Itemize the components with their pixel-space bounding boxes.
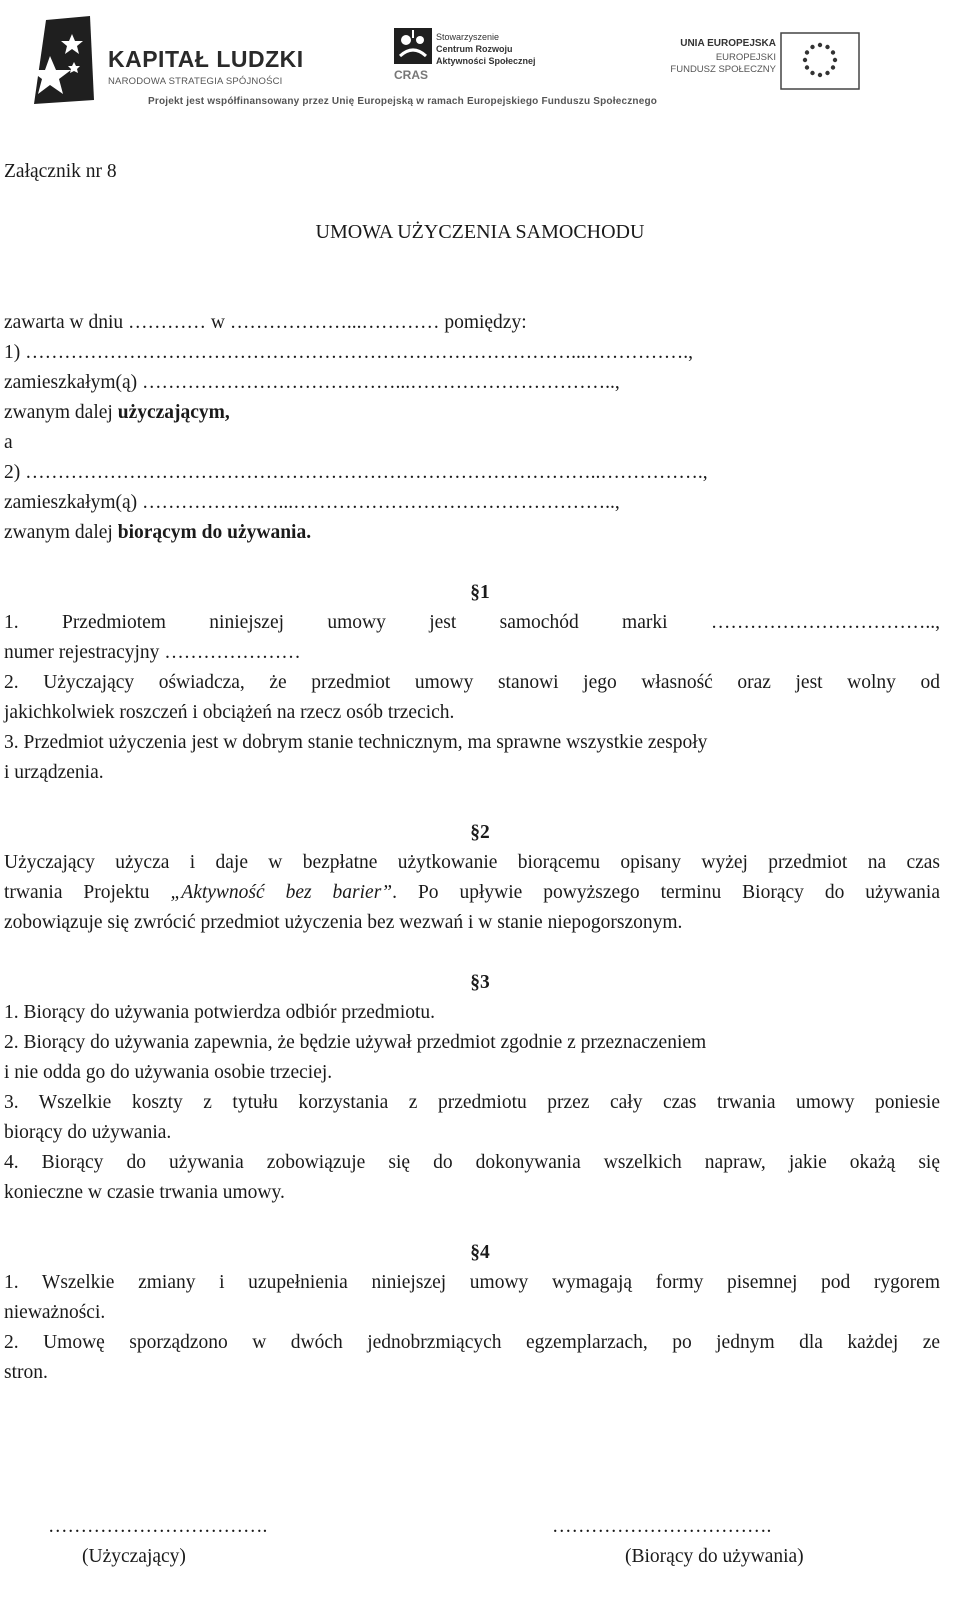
- section-3-item-2b: i nie odda go do używania osobie trzeciej.: [4, 1062, 333, 1083]
- eu-flag-icon: [780, 32, 860, 90]
- party-1-role: [4, 401, 230, 425]
- cras-emblem-icon: [394, 28, 434, 66]
- document-title: UMOWA UŻYCZENIA SAMOCHODU: [315, 221, 645, 243]
- signature-line-borrower: …………………………….: [552, 1516, 772, 1537]
- cras-line-2: Centrum Rozwoju: [436, 44, 513, 54]
- section-4-item-2a: 2. Umowę sporządzono w dwóch jednobrzmiących egzemplarzach, po jednym dla każdej ze: [4, 1332, 940, 1353]
- party-1-role-prefix: zwanym dalej: [4, 402, 118, 423]
- section-4-item-1b: nieważności.: [4, 1302, 106, 1323]
- section-2-line-1: Użyczający użycza i daje w bezpłatne użytkowanie biorącemu opisany wyżej przedmiot na czas: [4, 852, 940, 873]
- party-1-role-name: użyczającym,: [117, 402, 230, 423]
- party-2-line: 2) ……………………………………………………………………………..…………….,: [4, 462, 708, 483]
- annex-label: Załącznik nr 8: [4, 161, 117, 182]
- section-1-item-1b: numer rejestracyjny …………………: [4, 642, 301, 663]
- section-1-item-1a: 1. Przedmiotem niniejszej umowy jest samochód marki ……………………………..,: [4, 612, 940, 633]
- party-2-role: [4, 521, 311, 545]
- section-4-heading: §4: [470, 1242, 490, 1263]
- cras-line-1: Stowarzyszenie: [436, 32, 500, 42]
- section-2-line-2-end: . Po upływie powyższego terminu Biorący do używania: [392, 882, 940, 903]
- cras-word: CRAS: [394, 68, 429, 82]
- section-1-heading: §1: [470, 582, 490, 603]
- section-4-item-2b: stron.: [4, 1362, 48, 1383]
- section-4-item-1a: 1. Wszelkie zmiany i uzupełnienia niniejszej umowy wymagają formy pisemnej pod rygorem: [4, 1272, 940, 1293]
- party-2-role-prefix: zwanym dalej: [4, 522, 118, 543]
- section-3-item-4b: konieczne w czasie trwania umowy.: [4, 1182, 285, 1203]
- ue-line-1: UNIA EUROPEJSKA: [680, 38, 776, 49]
- party-2-role-name: biorącym do używania.: [117, 522, 312, 543]
- cras-logo: [394, 28, 554, 98]
- kapital-ludzki-logo: [28, 16, 318, 106]
- section-1-item-3b: i urządzenia.: [4, 762, 104, 783]
- section-3-item-2a: 2. Biorący do używania zapewnia, że będzie używał przedmiot zgodnie z przeznaczeniem: [4, 1032, 707, 1053]
- section-3-heading: §3: [470, 972, 490, 993]
- section-1-item-2b: jakichkolwiek roszczeń i obciążeń na rzecz osób trzecich.: [4, 702, 455, 723]
- party-1-address: zamieszkałym(ą) …………………………………...…………………………..,: [4, 372, 620, 393]
- project-funding-line: Projekt jest współfinansowany przez Unię Europejską w ramach Europejskiego Funduszu Społecznego: [148, 96, 658, 107]
- party-1-line: 1) …………………………………………………………………………...…………….,: [4, 342, 693, 363]
- section-3-item-3a: 3. Wszelkie koszty z tytułu korzystania z przedmiotu przez cały czas trwania umowy poniesie: [4, 1092, 940, 1113]
- section-1-item-3a: 3. Przedmiot użyczenia jest w dobrym stanie technicznym, ma sprawne wszystkie zespoły: [4, 732, 708, 753]
- and-line: a: [4, 432, 13, 453]
- project-name: „Aktywność bez barier”: [170, 882, 393, 903]
- cras-line-3: Aktywności Społecznej: [436, 56, 536, 66]
- kapital-ludzki-subtitle: NARODOWA STRATEGIA SPÓJNOŚCI: [108, 76, 283, 87]
- ue-line-2: EUROPEJSKI: [715, 52, 776, 63]
- signature-label-borrower: (Biorący do używania): [625, 1546, 804, 1567]
- party-2-address: zamieszkałym(ą) …………………...…………………………………………..,: [4, 492, 620, 513]
- kapital-ludzki-title: KAPITAŁ LUDZKI: [108, 46, 304, 72]
- section-3-item-1: 1. Biorący do używania potwierdza odbiór przedmiotu.: [4, 1002, 436, 1023]
- ue-line-3: FUNDUSZ SPOŁECZNY: [670, 64, 776, 75]
- kapital-ludzki-emblem-icon: [28, 16, 104, 106]
- section-3-item-3b: biorący do używania.: [4, 1122, 172, 1143]
- section-2-heading: §2: [470, 822, 490, 843]
- section-3-item-4a: 4. Biorący do używania zobowiązuje się do dokonywania wszelkich napraw, jakie okażą się: [4, 1152, 940, 1173]
- section-2-line-3: zobowiązuje się zwrócić przedmiot użyczenia bez wezwań i w stanie niepogorszonym.: [4, 912, 683, 933]
- signature-label-lender: (Użyczający): [82, 1546, 186, 1567]
- section-2-line-2-start: trwania Projektu: [4, 882, 171, 903]
- intro-line: zawarta w dniu ………… w ………………...………… pomiędzy:: [4, 312, 527, 333]
- section-2-line-2: [4, 881, 940, 905]
- section-1-item-2a: 2. Użyczający oświadcza, że przedmiot umowy stanowi jego własność oraz jest wolny od: [4, 672, 940, 693]
- unia-europejska-logo: [660, 30, 880, 94]
- signature-line-lender: …………………………….: [48, 1516, 268, 1537]
- page-header: [0, 0, 960, 120]
